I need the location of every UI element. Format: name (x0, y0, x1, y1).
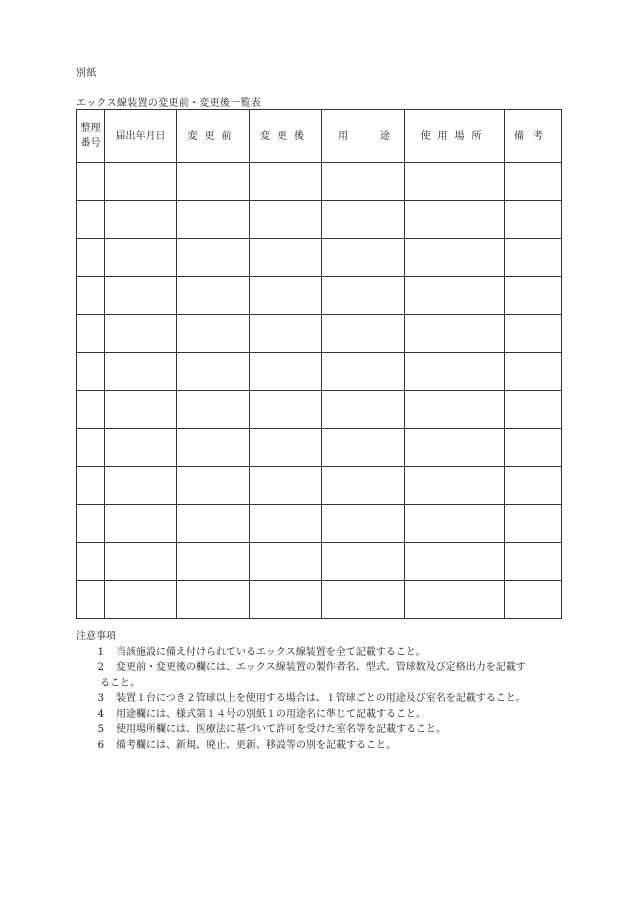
notes-section (76, 629, 576, 753)
table-cell (322, 391, 405, 429)
table-cell (505, 505, 562, 543)
xray-equipment-table (76, 109, 562, 619)
table-cell (77, 353, 105, 391)
header-after-change: 変更後 (250, 110, 322, 163)
table-cell (77, 315, 105, 353)
table-cell (105, 467, 177, 505)
note-number: 2 (97, 662, 104, 673)
table-cell (77, 277, 105, 315)
table-row (77, 581, 562, 619)
table-title: エックス線装置の変更前・変更後一覧表 (76, 98, 262, 109)
table-cell (105, 543, 177, 581)
table-row (77, 163, 562, 201)
table-cell (405, 391, 505, 429)
header-serial-number-line2: 番号 (80, 138, 101, 149)
table-cell (250, 277, 322, 315)
table-row (77, 467, 562, 505)
table-row (77, 391, 562, 429)
header-before-change: 変更前 (177, 110, 250, 163)
header-use-char2: 途 (380, 130, 390, 142)
table-cell (322, 277, 405, 315)
table-cell (405, 201, 505, 239)
table-cell (322, 505, 405, 543)
header-location: 使用場所 (405, 110, 505, 163)
table-body (77, 163, 562, 619)
table-cell (250, 505, 322, 543)
table-cell (77, 543, 105, 581)
note-text: 当該施設に備え付けられているエックス線装置を全て記載すること。 (116, 646, 426, 658)
table-cell (177, 239, 250, 277)
note-text-continuation: ること。 (100, 677, 140, 689)
table-row (77, 239, 562, 277)
table-cell (105, 353, 177, 391)
note-item (76, 691, 576, 707)
table-cell (177, 277, 250, 315)
table-cell (405, 429, 505, 467)
table-cell (177, 429, 250, 467)
table-cell (177, 315, 250, 353)
table-cell (505, 277, 562, 315)
table-cell (250, 163, 322, 201)
table-cell (405, 239, 505, 277)
note-item (76, 722, 576, 738)
table-cell (105, 239, 177, 277)
table-cell (177, 505, 250, 543)
table-cell (505, 581, 562, 619)
table-cell (505, 201, 562, 239)
table-cell (177, 467, 250, 505)
table-cell (77, 429, 105, 467)
table-row (77, 201, 562, 239)
table-cell (77, 391, 105, 429)
table-cell (177, 391, 250, 429)
table-row (77, 429, 562, 467)
table-cell (505, 163, 562, 201)
header-notification-date: 届出年月日 (105, 110, 177, 163)
table-row (77, 315, 562, 353)
table-cell (105, 581, 177, 619)
note-number: 5 (97, 724, 104, 735)
note-text: 備考欄には、新規、廃止、更新、移設等の別を記載すること。 (116, 739, 396, 751)
table-cell (405, 543, 505, 581)
table-cell (405, 467, 505, 505)
table-cell (77, 581, 105, 619)
table-cell (177, 543, 250, 581)
table-cell (177, 163, 250, 201)
note-number: 3 (97, 693, 104, 704)
header-serial-number-line1: 整理 (80, 123, 101, 134)
table-cell (250, 429, 322, 467)
table-cell (177, 201, 250, 239)
table-cell (105, 429, 177, 467)
table-cell (177, 353, 250, 391)
table-cell (505, 467, 562, 505)
table-cell (250, 315, 322, 353)
table-row (77, 505, 562, 543)
table-cell (322, 163, 405, 201)
table-cell (405, 315, 505, 353)
table-cell (322, 467, 405, 505)
note-text: 用途欄には、様式第１４号の別紙１の用途名に準じて記載すること。 (116, 708, 426, 720)
attachment-label: 別紙 (76, 68, 97, 79)
table-cell (105, 277, 177, 315)
table-cell (322, 315, 405, 353)
table-cell (505, 239, 562, 277)
table-cell (405, 277, 505, 315)
table-cell (250, 353, 322, 391)
table-cell (250, 543, 322, 581)
table-cell (250, 201, 322, 239)
table-cell (77, 467, 105, 505)
note-number: 6 (97, 739, 104, 751)
header-use (322, 110, 405, 163)
table-cell (250, 239, 322, 277)
table-cell (105, 163, 177, 201)
table-cell (405, 581, 505, 619)
table-cell (322, 201, 405, 239)
table-cell (77, 163, 105, 201)
note-text: 装置１台につき２管球以上を使用する場合は、１管球ごとの用途及び室名を記載すること。 (116, 693, 526, 704)
table-cell (505, 391, 562, 429)
table-cell (177, 581, 250, 619)
table-cell (405, 163, 505, 201)
table-cell (322, 353, 405, 391)
note-text: 使用場所欄には、医療法に基づいて許可を受けた室名等を記載すること。 (116, 724, 446, 735)
table-cell (322, 543, 405, 581)
table-cell (322, 581, 405, 619)
table-cell (322, 239, 405, 277)
table-row (77, 277, 562, 315)
header-serial-number (77, 110, 105, 163)
note-number: 1 (97, 646, 104, 658)
table-cell (505, 543, 562, 581)
table-cell (77, 239, 105, 277)
table-cell (250, 467, 322, 505)
notes-heading: 注意事項 (76, 631, 116, 642)
table-cell (250, 391, 322, 429)
table-cell (250, 581, 322, 619)
note-item (76, 645, 576, 661)
table-row (77, 543, 562, 581)
table-cell (105, 391, 177, 429)
table-cell (505, 429, 562, 467)
header-remarks: 備考 (505, 110, 562, 163)
note-item (76, 660, 576, 676)
table-cell (77, 201, 105, 239)
table-cell (322, 429, 405, 467)
table-cell (505, 353, 562, 391)
note-item (76, 738, 576, 754)
table-cell (405, 353, 505, 391)
note-number: 4 (97, 708, 104, 720)
table-cell (105, 505, 177, 543)
header-use-char1: 用 (338, 130, 348, 142)
table-row (77, 353, 562, 391)
table-header-row (77, 110, 562, 163)
table-cell (105, 315, 177, 353)
notes-list (76, 645, 576, 754)
note-item (76, 707, 576, 723)
note-text: 変更前・変更後の欄には、エックス線装置の製作者名、型式、管球数及び定格出力を記載す (116, 662, 526, 673)
table-cell (505, 315, 562, 353)
table-cell (77, 505, 105, 543)
table-cell (405, 505, 505, 543)
table-cell (105, 201, 177, 239)
